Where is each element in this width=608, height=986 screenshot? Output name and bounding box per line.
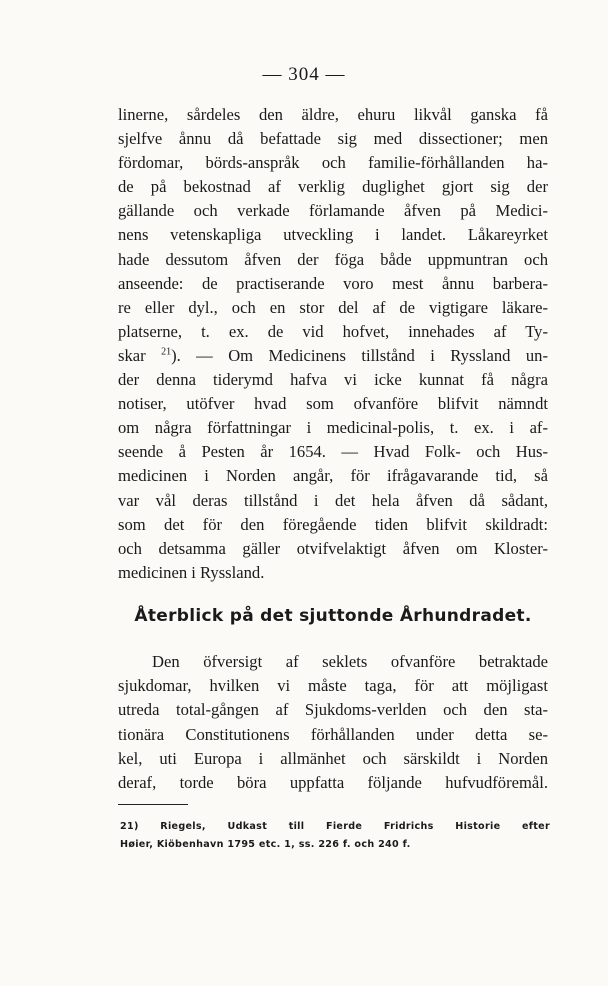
text-line: utreda total-gången af Sjukdoms-verlden och den sta- — [118, 700, 548, 720]
text-line: anseende: de practiserande voro mest ånnu barbera- — [118, 273, 548, 293]
text-line: medicinen i Ryssland. — [118, 562, 265, 582]
text-line: om några författningar i medicinal-polis, t. ex. i af- — [118, 418, 548, 438]
text-line: sjukdomar, hvilken vi måste taga, för att möjligast — [118, 676, 548, 696]
page-number: — 304 — — [262, 64, 346, 85]
paragraph-1 — [118, 103, 548, 585]
text-fragment: skar — [118, 345, 146, 365]
footnote-rule — [118, 804, 188, 805]
text-line: re eller dyl., och en stor del af de vigtigare läkare- — [118, 297, 548, 317]
text-line: hade dessutom åfven der föga både uppmuntran och — [118, 249, 548, 269]
footnote-line: 21) Riegels, Udkast till Fierde Fridrichs Historie efter — [120, 821, 550, 832]
text-line: Den öfversigt af seklets ofvanföre betraktade — [152, 652, 548, 671]
text-line: notiser, utöfver hvad som ofvanföre blifvit nämndt — [118, 394, 548, 414]
text-line: platserne, t. ex. de vid hofvet, innehades af Ty- — [118, 321, 548, 341]
text-line — [118, 344, 548, 368]
text-line: linerne, sårdeles den äldre, ehuru likvål ganska få — [118, 105, 548, 124]
section-heading: Återblick på det sjuttonde Århundradet. — [134, 606, 532, 626]
text-line: der denna tiderymd hafva vi icke kunnat få några — [118, 370, 548, 390]
text-line: de på bekostnad af verklig duglighet gjort sig der — [118, 177, 548, 197]
text-line: medicinen i Norden angår, för ifrågavarande tid, så — [118, 466, 548, 486]
text-line: seende å Pesten år 1654. — Hvad Folk- och Hus- — [118, 442, 548, 462]
text-line: deraf, torde böra uppfatta följande hufvudföremål. — [118, 773, 548, 793]
text-line: kel, uti Europa i allmänhet och särskildt i Norden — [118, 748, 548, 768]
text-line: tionära Constitutionens förhållanden under detta se- — [118, 724, 548, 744]
text-line: som det för den föregående tiden blifvit skildradt: — [118, 514, 548, 534]
text-line: och detsamma gäller otvifvelaktigt åfven om Kloster- — [118, 538, 548, 558]
text-line: fördomar, börds-anspråk och familie-förhållanden ha- — [118, 153, 548, 173]
text-line: sjelfve ånnu då befattade sig med dissectioner; men — [118, 129, 548, 149]
footnote-reference[interactable]: 21 — [161, 346, 172, 358]
text-line: var vål deras tillstånd i det hela åfven då sådant, — [118, 490, 548, 510]
text-fragment: ). — Om Medicinens tillstånd i Ryssland un- — [171, 345, 548, 365]
footnote-line: Høier, Kiöbenhavn 1795 etc. 1, ss. 226 f. och 240 f. — [120, 839, 411, 850]
paragraph-2 — [118, 650, 548, 795]
footnote — [120, 818, 550, 854]
text-line: gällande och verkade förlamande åfven på Medici- — [118, 201, 548, 221]
text-line: nens vetenskapliga utveckling i landet. Låkareyrket — [118, 225, 548, 245]
